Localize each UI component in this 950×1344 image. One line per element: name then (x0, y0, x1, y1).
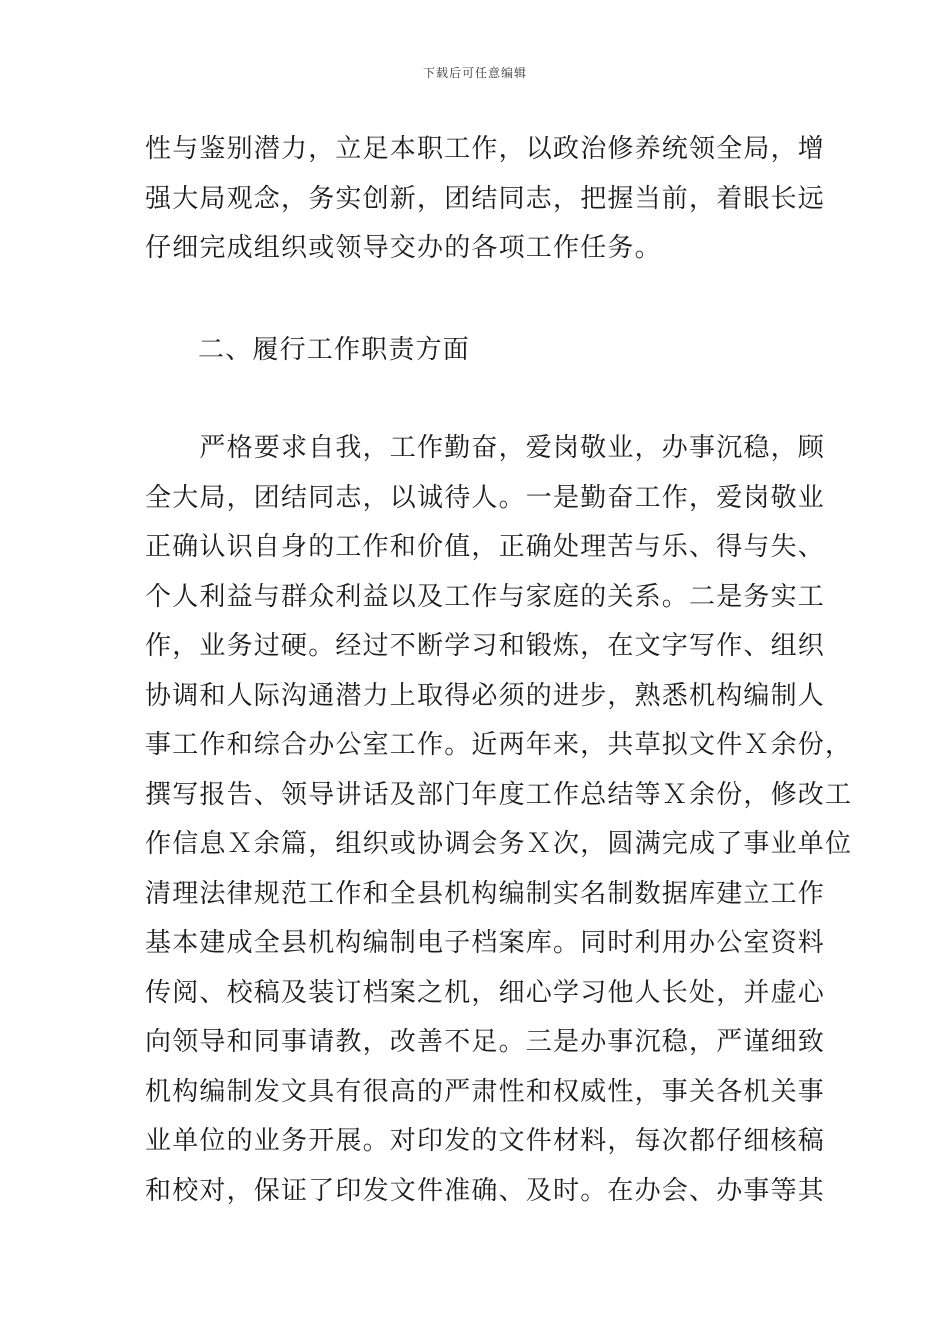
text-line: 正确认识自身的工作和价值，正确处理苦与乐、得与失、 (145, 532, 826, 562)
text-line: 向领导和同事请教，改善不足。三是办事沉稳，严谨细致 (145, 1027, 826, 1057)
text-line: 和校对，保证了印发文件准确、及时。在办会、办事等其 (145, 1175, 826, 1206)
text-line: 强大局观念，务实创新，团结同志，把握当前，着眼长远 (145, 183, 826, 214)
text-line: 作，业务过硬。经过不断学习和锻炼，在文字写作、组织 (145, 631, 826, 661)
text-line: 撰写报告、领导讲话及部门年度工作总结等Ｘ余份，修改工 (145, 779, 853, 810)
text-line: 全大局，团结同志，以诚待人。一是勤奋工作，爱岗敬业 (145, 482, 826, 513)
text-line: 性与鉴别潜力，立足本职工作，以政治修养统领全局，增 (145, 134, 826, 164)
text-line: 事工作和综合办公室工作。近两年来，共草拟文件Ｘ余份， (145, 730, 853, 760)
paragraph-continuation (145, 125, 826, 274)
text-line: 协调和人际沟通潜力上取得必须的进步，熟悉机构编制人 (145, 680, 826, 711)
text-line: 传阅、校稿及装订档案之机，细心学习他人长处，并虚心 (145, 977, 826, 1008)
text-line: 仔细完成组织或领导交办的各项工作任务。 (145, 233, 662, 263)
page-header: 下载后可任意编辑 (422, 66, 527, 80)
text-line: 基本建成全县机构编制电子档案库。同时利用办公室资料 (145, 928, 826, 958)
text-line: 业单位的业务开展。对印发的文件材料，每次都仔细核稿 (145, 1126, 826, 1156)
text-line: 严格要求自我，工作勤奋，爱岗敬业，办事沉稳，顾 (145, 433, 826, 463)
text-line: 清理法律规范工作和全县机构编制实名制数据库建立工作 (145, 878, 826, 909)
text-line: 作信息Ｘ余篇，组织或协调会务Ｘ次，圆满完成了事业单位 (145, 829, 853, 859)
text-line: 机构编制发文具有很高的严肃性和权威性，事关各机关事 (145, 1076, 826, 1107)
text-line: 个人利益与群众利益以及工作与家庭的关系。二是务实工 (145, 581, 826, 612)
paragraph-work-duties (145, 424, 853, 1216)
section-heading: 二、履行工作职责方面 (198, 335, 471, 365)
